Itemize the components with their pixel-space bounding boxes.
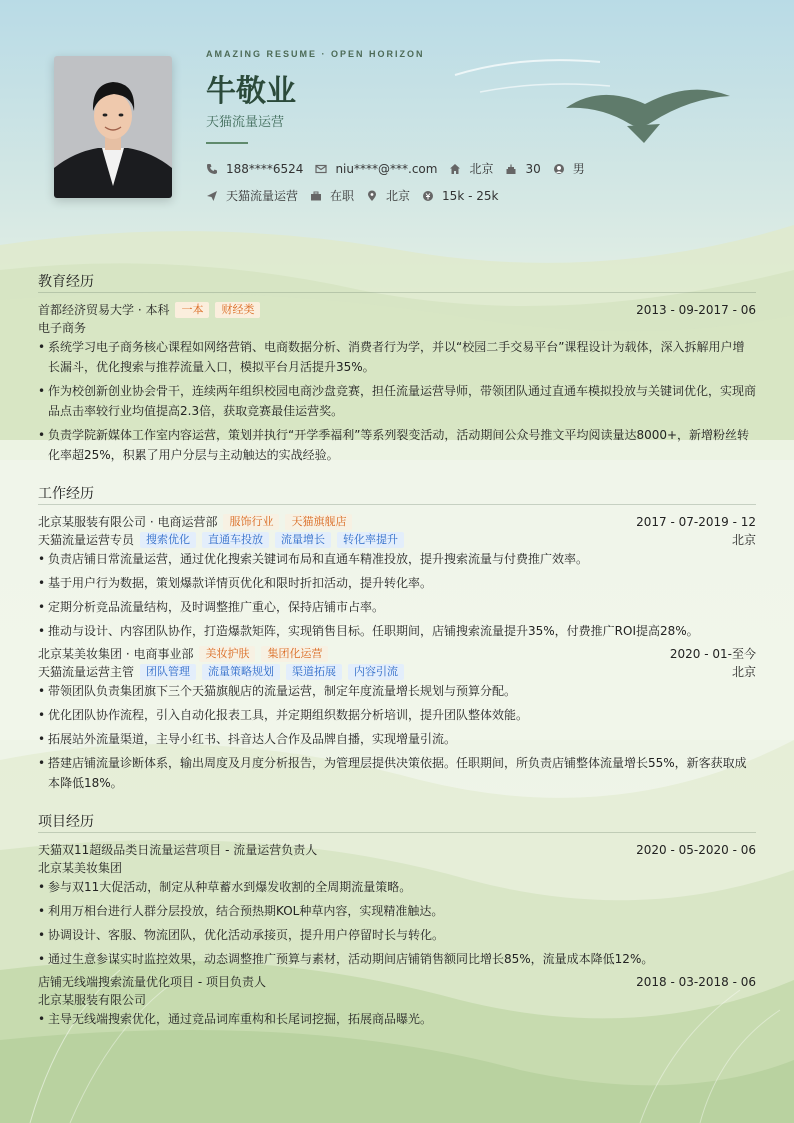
skill-tag: 内容引流 (348, 664, 404, 680)
education-major-row (38, 319, 756, 337)
salary-item (422, 189, 498, 203)
salary-text: 15k - 25k (442, 188, 499, 203)
job-bullets (38, 681, 756, 793)
home-icon (449, 163, 461, 175)
intent-city-text: 北京 (386, 189, 411, 203)
status-text: 在职 (330, 189, 355, 203)
project-date: 2018 - 03-2018 - 06 (636, 975, 756, 989)
job-entry (38, 513, 756, 641)
section-divider (38, 832, 756, 833)
job-header (38, 513, 756, 531)
education-bullets (38, 337, 756, 465)
age-text: 30 (525, 161, 541, 176)
project-name: 天猫双11超级品类日流量运营项目 - 流量运营负责人 (38, 843, 318, 857)
list-item: • 主导无线端搜索优化，通过竞品词库重构和长尾词挖掘，拓展商品曝光。 (38, 1009, 756, 1029)
project-name: 店铺无线端搜索流量优化项目 - 项目负责人 (38, 975, 266, 989)
list-item: • 负责学院新媒体工作室内容运营，策划并执行“开学季福利”等系列裂变活动，活动期间公众号推文平均阅读量达8000+，新增粉丝转化率超25%，积累了用户分层与主动触达的实战经验。 (38, 425, 756, 465)
list-item: • 协调设计、客服、物流团队，优化活动承接页，提升用户停留时长与转化。 (38, 925, 756, 945)
job-city: 北京 (731, 533, 756, 547)
list-item: • 拓展站外流量渠道，主导小红书、抖音达人合作及品牌自播，实现增量引流。 (38, 729, 756, 749)
job-date: 2020 - 01-至今 (669, 647, 756, 661)
status-item (310, 187, 354, 204)
job-position-row (38, 663, 756, 681)
school-tag: 一本 (175, 302, 209, 318)
project-bullets (38, 877, 756, 969)
title-underline (206, 142, 248, 144)
job-city: 北京 (731, 665, 756, 679)
skill-tag: 流量策略规划 (202, 664, 280, 680)
email-item (315, 162, 437, 176)
job-position-row (38, 531, 756, 549)
major: 电子商务 (38, 321, 87, 335)
list-item: • 系统学习电子商务核心课程如网络营销、电商数据分析、消费者行为学，并以“校园二手交易平台”课程设计为载体，深入拆解用户增长漏斗，优化搜索与推荐流量入口，模拟平台月活提升35%。 (38, 337, 756, 377)
location-pin-icon (366, 190, 378, 202)
gender-icon (553, 163, 565, 175)
list-item: • 通过生意参谋实时监控效果，动态调整推广预算与素材，活动期间店铺销售额同比增长85%，流量成本降低12%。 (38, 949, 756, 969)
briefcase-icon (310, 190, 322, 202)
position: 天猫流量运营主管 (38, 665, 135, 679)
project-header (38, 973, 756, 991)
section-title: 教育经历 (38, 274, 94, 290)
phone-text: 188****6524 (226, 161, 304, 176)
list-item: • 带领团队负责集团旗下三个天猫旗舰店的流量运营，制定年度流量增长规划与预算分配。 (38, 681, 756, 701)
skill-tag: 搜索优化 (140, 532, 196, 548)
list-item: • 搭建店铺流量诊断体系，输出周度及月度分析报告，为管理层提供决策依据。任职期间，所负责店铺整体流量增长55%，新客获取成本降低18%。 (38, 753, 756, 793)
company-name: 北京某美妆集团 · 电商事业部 (38, 647, 194, 661)
skill-tag: 转化率提升 (337, 532, 404, 548)
projects-section (38, 812, 756, 1033)
age-item (505, 162, 540, 176)
candidate-name: 牛敬业 (206, 74, 296, 109)
list-item: • 参与双11大促活动，制定从种草蓄水到爆发收割的全周期流量策略。 (38, 877, 756, 897)
company-tag: 服饰行业 (223, 514, 279, 530)
home-text: 北京 (469, 162, 494, 176)
job-date: 2017 - 07-2019 - 12 (636, 515, 756, 529)
skill-tag: 团队管理 (140, 664, 196, 680)
intent-city-item (366, 187, 410, 204)
company-tag: 美妆护肤 (199, 646, 255, 662)
project-entry (38, 973, 756, 1029)
education-section (38, 272, 756, 469)
profile-photo (54, 56, 172, 198)
job-bullets (38, 549, 756, 641)
section-title: 项目经历 (38, 814, 94, 830)
project-org: 北京某美妆集团 (38, 861, 123, 875)
tagline: AMAZING RESUME · OPEN HORIZON (206, 49, 425, 59)
phone-icon (206, 163, 218, 175)
list-item: • 基于用户行为数据，策划爆款详情页优化和限时折扣活动，提升转化率。 (38, 573, 756, 593)
skill-tag: 渠道拓展 (286, 664, 342, 680)
project-org-row (38, 991, 756, 1009)
list-item: • 利用万相台进行人群分层投放，结合预热期KOL种草内容，实现精准触达。 (38, 901, 756, 921)
project-bullets (38, 1009, 756, 1029)
project-header (38, 841, 756, 859)
section-divider (38, 504, 756, 505)
intent-position-text: 天猫流量运营 (226, 189, 299, 203)
project-org-row (38, 859, 756, 877)
position: 天猫流量运营专员 (38, 533, 135, 547)
education-header (38, 301, 756, 319)
email-text: niu****@***.com (335, 161, 438, 176)
phone-item (206, 162, 303, 176)
skill-tag: 直通车投放 (202, 532, 269, 548)
job-entry (38, 645, 756, 793)
project-org: 北京某服装有限公司 (38, 993, 147, 1007)
list-item: • 负责店铺日常流量运营，通过优化搜索关键词布局和直通车精准投放，提升搜索流量与付费推广效率。 (38, 549, 756, 569)
company-tag: 天猫旗舰店 (285, 514, 352, 530)
list-item: • 定期分析竞品流量结构，及时调整推广重心，保持店铺市占率。 (38, 597, 756, 617)
section-title: 工作经历 (38, 486, 94, 502)
job-header (38, 645, 756, 663)
mail-icon (315, 163, 327, 175)
gender-text: 男 (572, 162, 585, 176)
gender-item (553, 160, 585, 177)
send-icon (206, 190, 218, 202)
company-tag: 集团化运营 (261, 646, 328, 662)
project-entry (38, 841, 756, 969)
salary-icon (422, 190, 434, 202)
project-date: 2020 - 05-2020 - 06 (636, 843, 756, 857)
intent-position-item (206, 187, 298, 204)
work-section (38, 484, 756, 797)
list-item: • 推动与设计、内容团队协作，打造爆款矩阵，实现销售目标。任职期间，店铺搜索流量提升35%，付费推广ROI提高28%。 (38, 621, 756, 641)
list-item: • 作为校创新创业协会骨干，连续两年组织校园电商沙盘竞赛，担任流量运营导师，带领团队通过直通车模拟投放与关键词优化，实现商品点击率较行业均值提高2.3倍，获取竞赛最佳运营奖。 (38, 381, 756, 421)
contact-row (206, 160, 597, 177)
list-item: • 优化团队协作流程，引入自动化报表工具，并定期组织数据分析培训，提升团队整体效能。 (38, 705, 756, 725)
school-tag: 财经类 (215, 302, 260, 318)
school-name: 首都经济贸易大学 · 本科 (38, 303, 170, 317)
section-divider (38, 292, 756, 293)
job-intent-row (206, 187, 510, 204)
home-item (449, 160, 493, 177)
company-name: 北京某服装有限公司 · 电商运营部 (38, 515, 218, 529)
education-date: 2013 - 09-2017 - 06 (636, 303, 756, 317)
skill-tag: 流量增长 (275, 532, 331, 548)
job-title: 天猫流量运营 (206, 115, 285, 130)
cake-icon (505, 163, 517, 175)
